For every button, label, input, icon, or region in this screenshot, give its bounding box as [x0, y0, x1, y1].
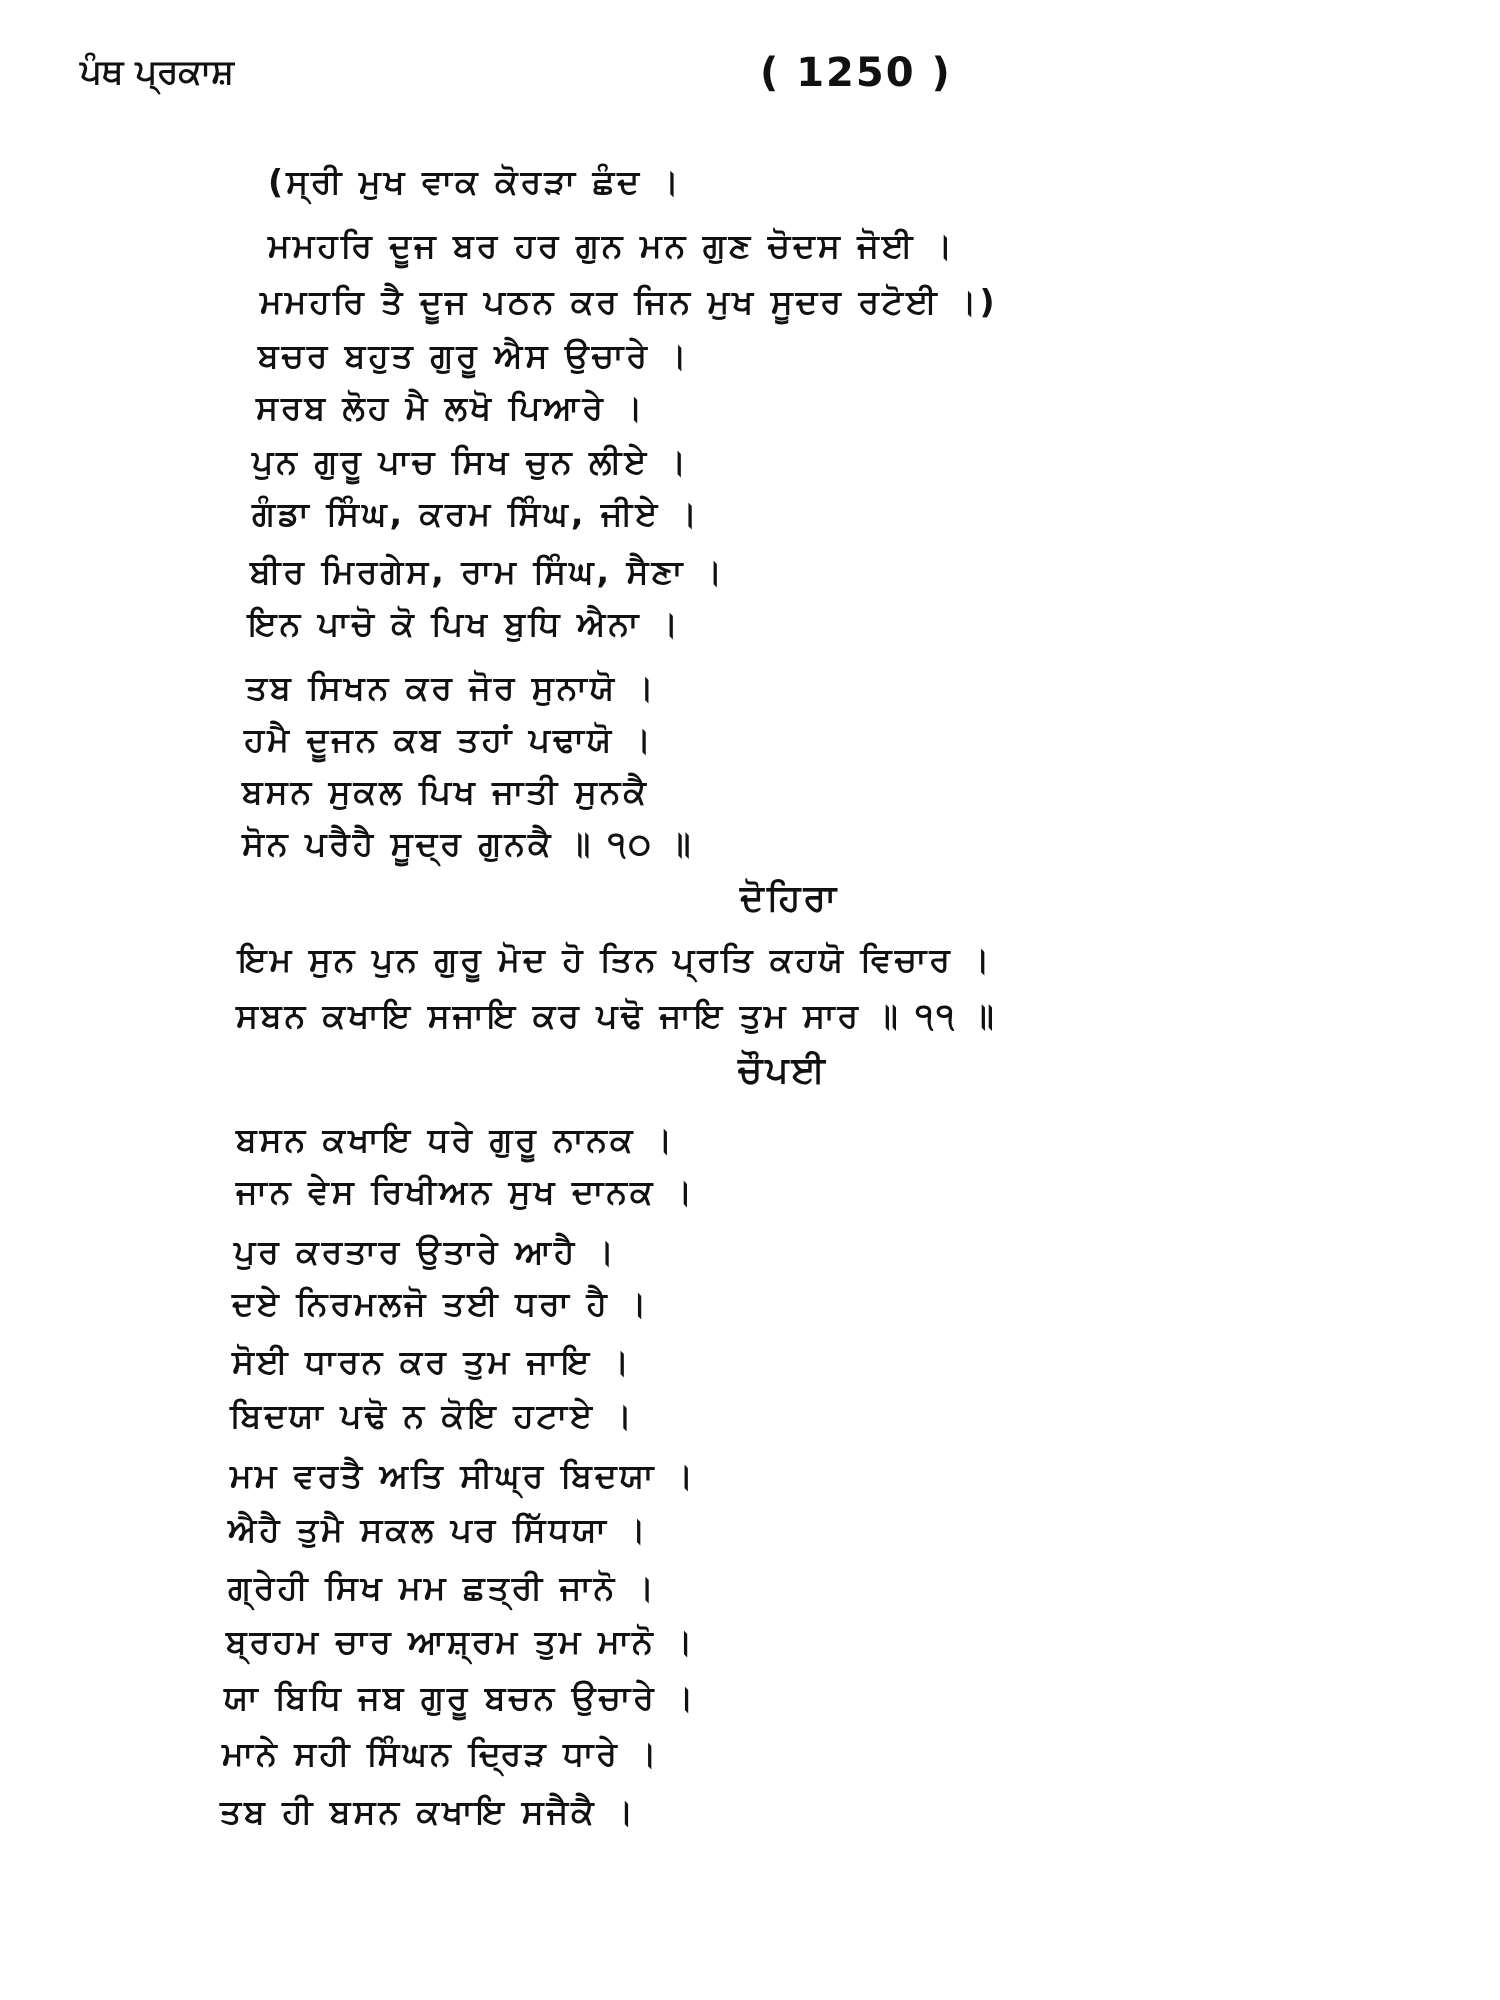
verse-line: ਮਮਹਰਿ ਤੈ ਦੂਜ ਪਠਨ ਕਰ ਜਿਨ ਮੁਖ ਸੂਦਰ ਰਟੋਈ ।): [260, 282, 998, 321]
verse-line: ਬ੍ਰਹਮ ਚਾਰ ਆਸ਼੍ਰਮ ਤੁਮ ਮਾਨੋ ।: [226, 1622, 696, 1661]
verse-line: ਦਏ ਨਿਰਮਲਜੋ ਤਈ ਧਰਾ ਹੈ ।: [232, 1284, 650, 1323]
section-heading-chaupai: ਚੌਪਈ: [738, 1050, 828, 1091]
verse-line: ਇਮ ਸੁਨ ਪੁਨ ਗੁਰੂ ਮੋਦ ਹੋ ਤਿਨ ਪ੍ਰਤਿ ਕਹਯੋ ਵਿਚਾਰ ।: [238, 940, 993, 979]
verse-line: ਬੀਰ ਮਿਰਗੇਸ, ਰਾਮ ਸਿੰਘ, ਸੈਣਾ ।: [250, 552, 726, 591]
verse-line: ਯਾ ਬਿਧਿ ਜਬ ਗੁਰੂ ਬਚਨ ਉਚਾਰੇ ।: [224, 1678, 697, 1717]
verse-line: ਐਹੈ ਤੁਮੈ ਸਕਲ ਪਰ ਸਿੱਧਯਾ ।: [228, 1510, 649, 1549]
verse-line: ਪੁਰ ਕਰਤਾਰ ਉਤਾਰੇ ਆਹੈ ।: [234, 1232, 617, 1271]
verse-line: ਹਮੈ ਦੂਜਨ ਕਬ ਤਹਾਂ ਪਢਾਯੋ ।: [244, 720, 654, 759]
verse-line: ਸੋਨ ਪਰੈਹੈ ਸੂਦ੍ਰ ਗੁਨਕੈ ॥ ੧੦ ॥: [242, 824, 694, 863]
page-number: ( 1250 ): [760, 50, 952, 96]
verse-line: ਬਸਨ ਕਖਾਇ ਧਰੇ ਗੁਰੂ ਨਾਨਕ ।: [236, 1120, 676, 1159]
verse-line: ਮਮ ਵਰਤੈ ਅਤਿ ਸੀਘ੍ਰ ਬਿਦਯਾ ।: [230, 1456, 697, 1495]
verse-line: ਬਚਰ ਬਹੁਤ ਗੁਰੂ ਐਸ ਉਚਾਰੇ ।: [258, 336, 690, 375]
verse-line: ਪੁਨ ਗੁਰੂ ਪਾਚ ਸਿਖ ਚੁਨ ਲੀਏ ।: [252, 442, 690, 481]
verse-line: ਮਮਹਰਿ ਦੂਜ ਬਰ ਹਰ ਗੁਨ ਮਨ ਗੁਣ ਚੋਦਸ ਜੋਈ ।: [268, 226, 956, 265]
verse-line: ਜਾਨ ਵੇਸ ਰਿਖੀਅਨ ਸੁਖ ਦਾਨਕ ।: [236, 1172, 696, 1211]
verse-line: ਮਾਨੇ ਸਹੀ ਸਿੰਘਨ ਦ੍ਰਿੜ ਧਾਰੇ ।: [222, 1734, 660, 1773]
verse-line: (ਸ੍ਰੀ ਮੁਖ ਵਾਕ ਕੋਰੜਾ ਛੰਦ ।: [268, 162, 682, 201]
verse-line: ਬਿਦਯਾ ਪਢੋ ਨ ਕੋਇ ਹਟਾਏ ।: [230, 1396, 635, 1435]
verse-line: ਸਬਨ ਕਖਾਇ ਸਜਾਇ ਕਰ ਪਢੋ ਜਾਇ ਤੁਮ ਸਾਰ ॥ ੧੧ ॥: [236, 996, 997, 1035]
verse-line: ਬਸਨ ਸੁਕਲ ਪਿਖ ਜਾਤੀ ਸੁਨਕੈ: [242, 772, 649, 811]
running-header-title: ਪੰਥ ਪ੍ਰਕਾਸ਼: [80, 52, 234, 92]
section-heading-dohira: ਦੋਹਿਰਾ: [740, 878, 840, 919]
verse-line: ਗੰਡਾ ਸਿੰਘ, ਕਰਮ ਸਿੰਘ, ਜੀਏ ।: [252, 494, 701, 533]
verse-line: ਇਨ ਪਾਚੋ ਕੋ ਪਿਖ ਬੁਧਿ ਐਨਾ ।: [248, 604, 682, 643]
verse-line: ਸਰਬ ਲੋਹ ਮੈ ਲਖੋ ਪਿਆਰੇ ।: [256, 388, 646, 427]
verse-line: ਤਬ ਹੀ ਬਸਨ ਕਖਾਇ ਸਜੈਕੈ ।: [220, 1792, 637, 1831]
verse-line: ਸੋਈ ਧਾਰਨ ਕਰ ਤੁਮ ਜਾਇ ।: [232, 1342, 633, 1381]
verse-line: ਗ੍ਰੇਹੀ ਸਿਖ ਮਮ ਛਤ੍ਰੀ ਜਾਨੋ ।: [228, 1568, 658, 1607]
verse-line: ਤਬ ਸਿਖਨ ਕਰ ਜੋਰ ਸੁਨਾਯੋ ।: [246, 668, 657, 707]
